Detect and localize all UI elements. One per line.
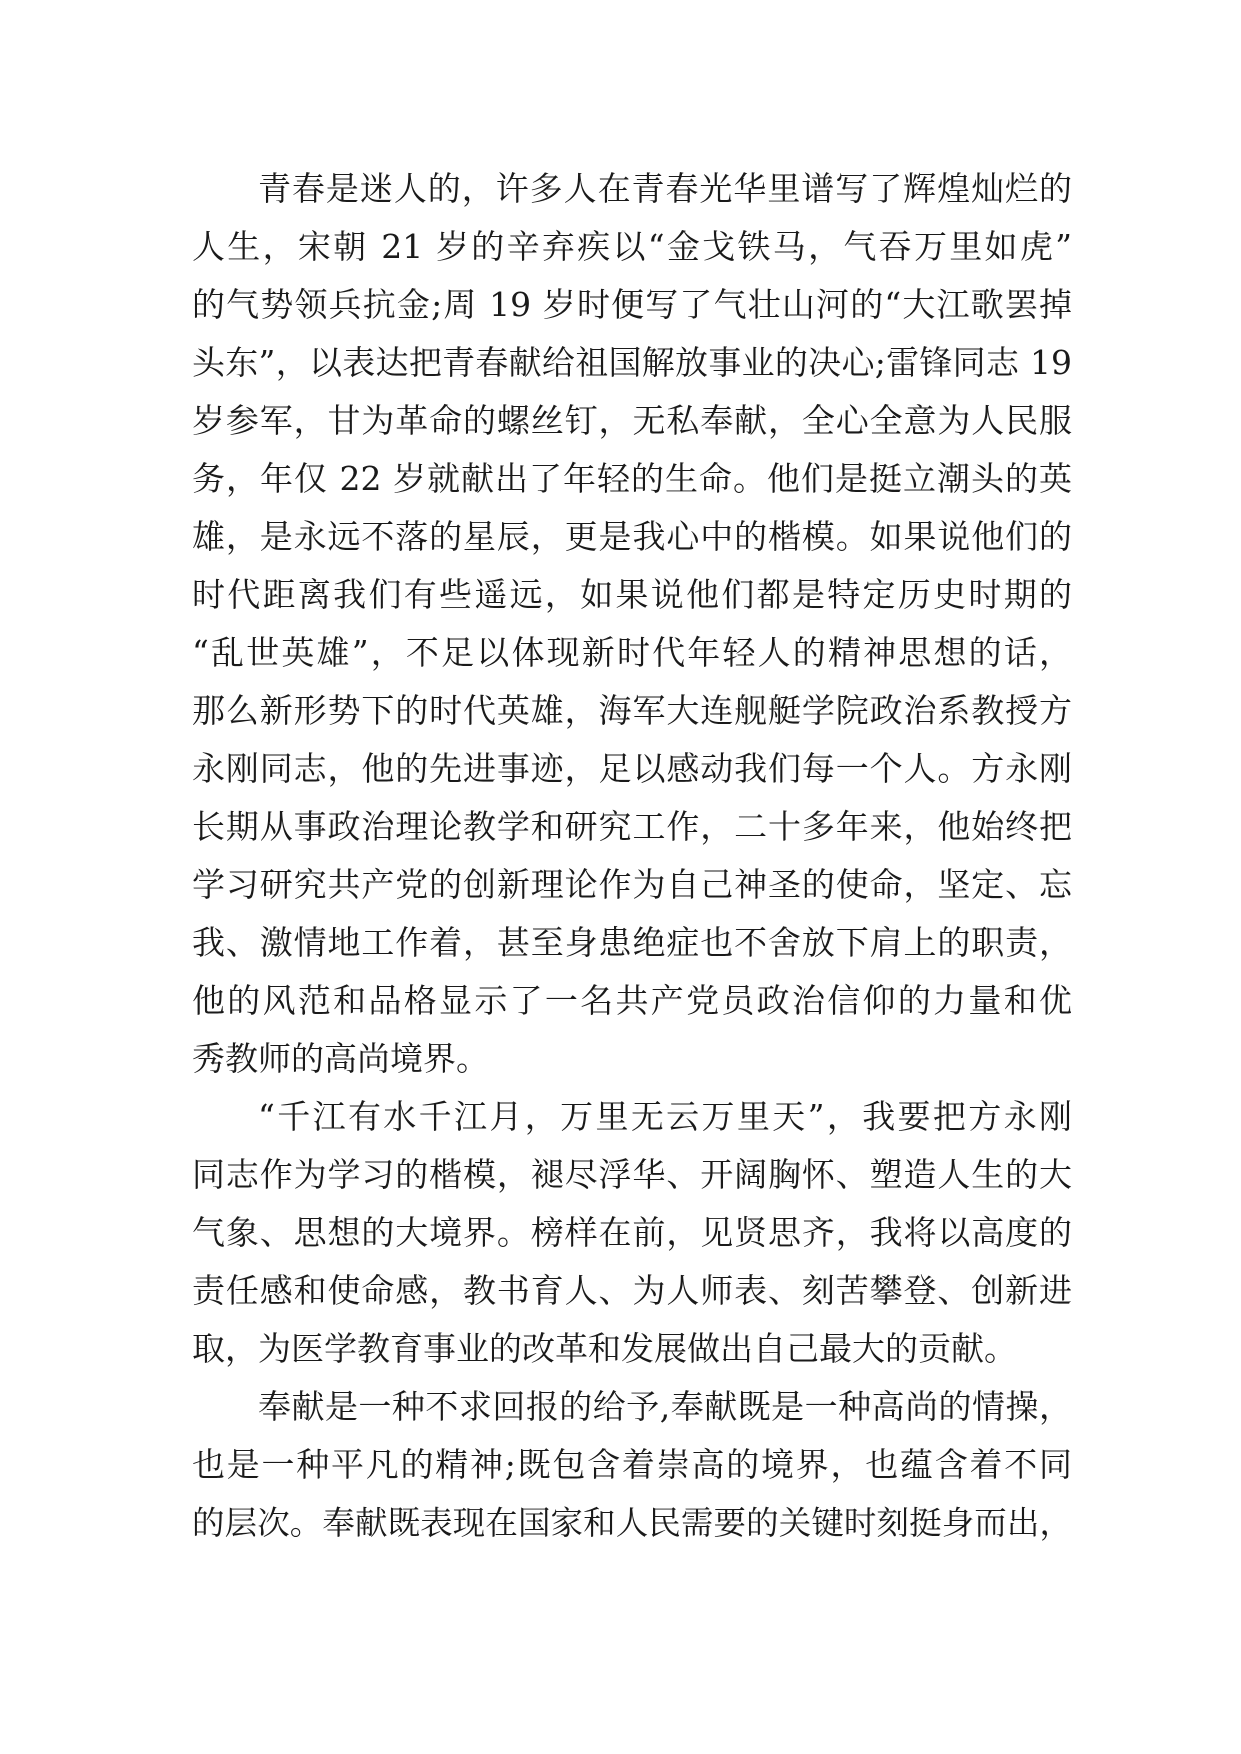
text-line: 务，年仅 22 岁就献出了年轻的生命。他们是挺立潮头的英 — [192, 459, 1072, 498]
text-line: 秀教师的高尚境界。 — [192, 1039, 489, 1078]
text-line: “乱世英雄”，不足以体现新时代年轻人的精神思想的话， — [192, 633, 1072, 672]
text-line: 的层次。奉献既表现在国家和人民需要的关键时刻挺身而出， — [192, 1504, 1072, 1542]
text-line: 我、激情地工作着，甚至身患绝症也不舍放下肩上的职责， — [192, 923, 1072, 962]
text-line: 长期从事政治理论教学和研究工作，二十多年来，他始终把 — [192, 807, 1072, 846]
text-line: 头东”，以表达把青春献给祖国解放事业的决心;雷锋同志 19 — [192, 343, 1072, 382]
text-line: 奉献是一种不求回报的给予,奉献既是一种高尚的情操， — [258, 1387, 1072, 1426]
paragraph-youth-heroes — [192, 160, 1072, 1088]
text-line: 学习研究共产党的创新理论作为自己神圣的使命，坚定、忘 — [192, 865, 1072, 904]
text-line: 他的风范和品格显示了一名共产党员政治信仰的力量和优 — [192, 981, 1072, 1020]
text-line: 那么新形势下的时代英雄，海军大连舰艇学院政治系教授方 — [192, 691, 1072, 730]
text-line: 也是一种平凡的精神;既包含着崇高的境界，也蕴含着不同 — [192, 1445, 1072, 1484]
text-line: 雄，是永远不落的星辰，更是我心中的楷模。如果说他们的 — [192, 517, 1072, 556]
paragraph-role-model — [192, 1088, 1072, 1378]
paragraph-dedication — [192, 1378, 1072, 1552]
text-line: 时代距离我们有些遥远，如果说他们都是特定历史时期的 — [192, 575, 1072, 614]
text-line: 岁参军，甘为革命的螺丝钉，无私奉献，全心全意为人民服 — [192, 401, 1072, 440]
text-line: “千江有水千江月，万里无云万里天”，我要把方永刚 — [258, 1097, 1072, 1136]
text-line: 的气势领兵抗金;周 19 岁时便写了气壮山河的“大江歌罢掉 — [192, 285, 1072, 324]
text-line: 取，为医学教育事业的改革和发展做出自己最大的贡献。 — [192, 1329, 1017, 1368]
document-body — [192, 160, 1072, 1552]
text-line: 同志作为学习的楷模，褪尽浮华、开阔胸怀、塑造人生的大 — [192, 1155, 1072, 1194]
text-line: 责任感和使命感，教书育人、为人师表、刻苦攀登、创新进 — [192, 1271, 1072, 1310]
text-line: 永刚同志，他的先进事迹，足以感动我们每一个人。方永刚 — [192, 749, 1072, 788]
text-line: 青春是迷人的，许多人在青春光华里谱写了辉煌灿烂的 — [258, 169, 1072, 208]
text-line: 气象、思想的大境界。榜样在前，见贤思齐，我将以高度的 — [192, 1213, 1072, 1252]
text-line: 人生，宋朝 21 岁的辛弃疾以“金戈铁马，气吞万里如虎” — [192, 227, 1072, 266]
